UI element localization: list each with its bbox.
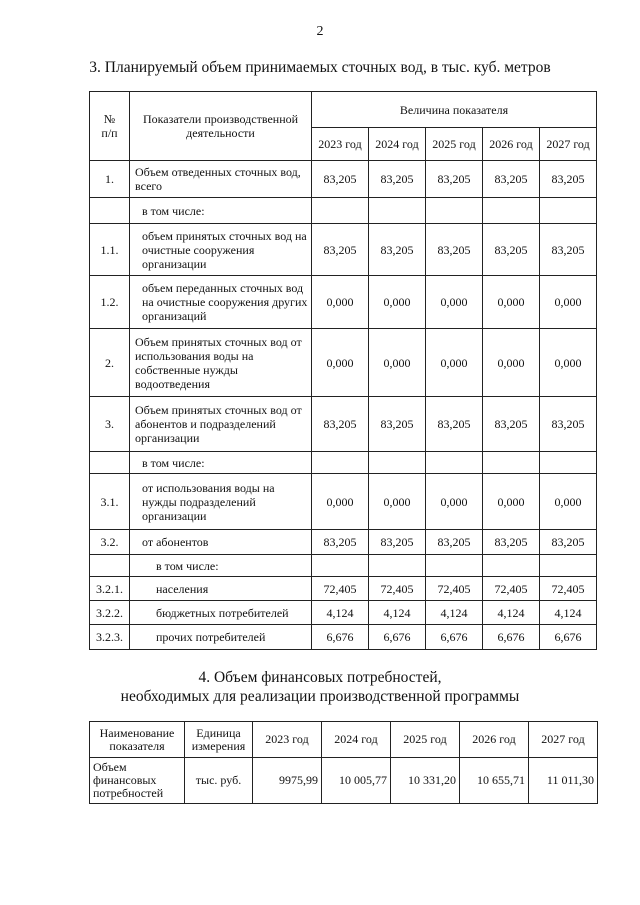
row-label: Объем финансовых потребностей xyxy=(90,758,185,804)
value-cell: 0,000 xyxy=(426,474,483,530)
value-cell: 0,000 xyxy=(483,474,540,530)
value-cell: 0,000 xyxy=(312,474,369,530)
value-cell: 83,205 xyxy=(369,224,426,276)
column-header-value-group: Величина показателя xyxy=(312,92,597,128)
table-row xyxy=(90,555,597,577)
value-cell: 83,205 xyxy=(426,530,483,555)
value-cell: 83,205 xyxy=(369,530,426,555)
value-cell: 83,205 xyxy=(312,161,369,198)
column-header-year: 2024 год xyxy=(369,128,426,161)
row-number: 3.2.1. xyxy=(90,577,130,601)
table-row xyxy=(90,198,597,224)
wastewater-volume-table xyxy=(89,91,597,650)
unit-cell: тыс. руб. xyxy=(185,758,253,804)
table-row xyxy=(90,577,597,601)
table-row xyxy=(90,224,597,276)
value-cell: 9975,99 xyxy=(253,758,322,804)
column-header-year: 2023 год xyxy=(253,722,322,758)
section-4-title-line-2: необходимых для реализации производственной программы xyxy=(120,688,520,705)
column-header-year: 2025 год xyxy=(426,128,483,161)
value-cell: 4,124 xyxy=(483,601,540,625)
column-header-year: 2026 год xyxy=(483,128,540,161)
row-label: населения xyxy=(130,577,312,601)
table-row xyxy=(90,161,597,198)
value-cell: 0,000 xyxy=(426,276,483,329)
financial-needs-table xyxy=(89,721,598,804)
row-number: 2. xyxy=(90,329,130,397)
row-label: Объем отведенных сточных вод, всего xyxy=(130,161,312,198)
column-header-year: 2027 год xyxy=(529,722,598,758)
value-cell xyxy=(540,555,597,577)
value-cell: 0,000 xyxy=(369,474,426,530)
table-row xyxy=(90,452,597,474)
value-cell: 6,676 xyxy=(483,625,540,650)
value-cell: 72,405 xyxy=(483,577,540,601)
section-3-title: 3. Планируемый объем принимаемых сточных вод, в тыс. куб. метров xyxy=(89,59,551,76)
table-row xyxy=(90,758,598,804)
value-cell: 72,405 xyxy=(426,577,483,601)
value-cell: 6,676 xyxy=(426,625,483,650)
value-cell: 10 655,71 xyxy=(460,758,529,804)
value-cell: 11 011,30 xyxy=(529,758,598,804)
row-label: в том числе: xyxy=(130,555,312,577)
value-cell: 83,205 xyxy=(312,397,369,452)
column-header-unit: Единица измерения xyxy=(185,722,253,758)
value-cell: 10 005,77 xyxy=(322,758,391,804)
value-cell xyxy=(312,452,369,474)
row-number: 1. xyxy=(90,161,130,198)
value-cell: 83,205 xyxy=(540,224,597,276)
value-cell: 4,124 xyxy=(312,601,369,625)
row-label: Объем принятых сточных вод от использования воды на собственные нужды водоотведения xyxy=(130,329,312,397)
value-cell xyxy=(312,198,369,224)
value-cell xyxy=(540,452,597,474)
table-row xyxy=(90,276,597,329)
value-cell: 10 331,20 xyxy=(391,758,460,804)
value-cell: 0,000 xyxy=(483,276,540,329)
table-row xyxy=(90,601,597,625)
value-cell: 83,205 xyxy=(483,161,540,198)
table-row xyxy=(90,329,597,397)
column-header-year: 2026 год xyxy=(460,722,529,758)
value-cell xyxy=(369,452,426,474)
row-number: 3.2.3. xyxy=(90,625,130,650)
value-cell xyxy=(369,555,426,577)
column-header-year: 2027 год xyxy=(540,128,597,161)
value-cell: 83,205 xyxy=(369,161,426,198)
value-cell: 83,205 xyxy=(426,161,483,198)
row-number: 1.2. xyxy=(90,276,130,329)
value-cell: 0,000 xyxy=(312,276,369,329)
value-cell: 0,000 xyxy=(540,276,597,329)
value-cell xyxy=(369,198,426,224)
table-row xyxy=(90,530,597,555)
value-cell: 83,205 xyxy=(426,397,483,452)
value-cell: 4,124 xyxy=(426,601,483,625)
row-label: в том числе: xyxy=(130,198,312,224)
row-number xyxy=(90,198,130,224)
value-cell: 83,205 xyxy=(483,397,540,452)
row-number: 3.1. xyxy=(90,474,130,530)
row-number: 3.2. xyxy=(90,530,130,555)
value-cell: 6,676 xyxy=(312,625,369,650)
column-header-name: Наименование показателя xyxy=(90,722,185,758)
table-row xyxy=(90,625,597,650)
table-row xyxy=(90,474,597,530)
value-cell: 0,000 xyxy=(369,276,426,329)
row-number: 3.2.2. xyxy=(90,601,130,625)
value-cell: 83,205 xyxy=(369,397,426,452)
row-label: прочих потребителей xyxy=(130,625,312,650)
value-cell xyxy=(426,452,483,474)
value-cell: 83,205 xyxy=(483,530,540,555)
value-cell: 0,000 xyxy=(483,329,540,397)
value-cell: 0,000 xyxy=(312,329,369,397)
value-cell xyxy=(483,555,540,577)
value-cell: 83,205 xyxy=(540,397,597,452)
value-cell: 83,205 xyxy=(540,530,597,555)
value-cell xyxy=(426,555,483,577)
value-cell: 72,405 xyxy=(369,577,426,601)
value-cell xyxy=(540,198,597,224)
value-cell xyxy=(483,198,540,224)
value-cell: 0,000 xyxy=(540,329,597,397)
row-number xyxy=(90,452,130,474)
column-header-year: 2023 год xyxy=(312,128,369,161)
value-cell: 83,205 xyxy=(312,224,369,276)
row-label: от использования воды на нужды подразделений организации xyxy=(130,474,312,530)
value-cell: 6,676 xyxy=(540,625,597,650)
row-label: от абонентов xyxy=(130,530,312,555)
row-number xyxy=(90,555,130,577)
row-label: Объем принятых сточных вод от абонентов и подразделений организации xyxy=(130,397,312,452)
section-4-title-line-1: 4. Объем финансовых потребностей, xyxy=(198,669,442,686)
value-cell: 0,000 xyxy=(426,329,483,397)
column-header-year: 2024 год xyxy=(322,722,391,758)
value-cell: 0,000 xyxy=(540,474,597,530)
value-cell: 83,205 xyxy=(426,224,483,276)
value-cell: 6,676 xyxy=(369,625,426,650)
value-cell xyxy=(483,452,540,474)
value-cell: 0,000 xyxy=(369,329,426,397)
column-header-indicator: Показатели производственной деятельности xyxy=(130,92,312,161)
value-cell: 83,205 xyxy=(540,161,597,198)
row-number: 3. xyxy=(90,397,130,452)
row-label: объем принятых сточных вод на очистные сооружения организации xyxy=(130,224,312,276)
value-cell: 83,205 xyxy=(312,530,369,555)
page-number: 2 xyxy=(316,24,324,39)
value-cell xyxy=(426,198,483,224)
column-header-number: № п/п xyxy=(90,92,130,161)
value-cell: 4,124 xyxy=(369,601,426,625)
value-cell: 72,405 xyxy=(540,577,597,601)
value-cell: 72,405 xyxy=(312,577,369,601)
value-cell: 83,205 xyxy=(483,224,540,276)
row-label: объем переданных сточных вод на очистные сооружения других организаций xyxy=(130,276,312,329)
row-label: бюджетных потребителей xyxy=(130,601,312,625)
column-header-year: 2025 год xyxy=(391,722,460,758)
table-row xyxy=(90,397,597,452)
section-4-title xyxy=(0,668,640,706)
row-number: 1.1. xyxy=(90,224,130,276)
value-cell: 4,124 xyxy=(540,601,597,625)
value-cell xyxy=(312,555,369,577)
row-label: в том числе: xyxy=(130,452,312,474)
